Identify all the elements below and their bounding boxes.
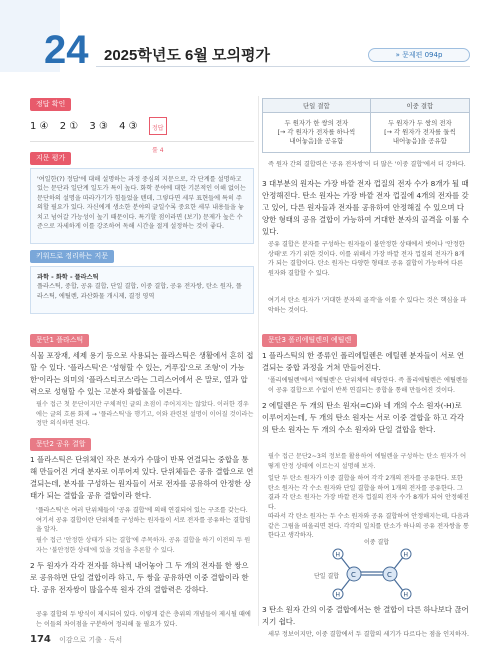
exam-title: 2025학년도 6월 모의평가: [104, 47, 270, 64]
para2-text1: 1 플라스틱은 단위체인 작은 분자가 수많이 반복 연결되는 중합을 통해 만들어진 거대 분자로 이루어져 있다. 단위체들은 공유 결합으로 연결되는데, 분자를 구성하는 원자들이 서로 전자를 공유하여 안정한 상태가 되는 결합을 공유 결합이라 한다.: [30, 455, 254, 500]
para3-note4: 따라서 각 탄소 원자는 두 수소 원자와 공유 결합하여 안정해지는데, 다음과 같은 그림을 떠올리면 된다. 각각의 일치를 탄소가 하나의 공유 전자쌍을 통한다고 생각하자.: [268, 513, 469, 540]
answer-2: 2 ①: [59, 121, 79, 132]
para3-note2: 필수 접근 문단2~3의 정보를 활용하여 에틸렌을 구성하는 탄소 원자가 어떻게 안정 상태에 이르는지 설명해 보자.: [268, 453, 467, 470]
para2-tag: 문단2 공유 결합: [30, 438, 91, 451]
question-number: 24: [44, 28, 89, 72]
hydrogen-atom-2: H: [335, 591, 341, 599]
answer-1: 1 ④: [30, 121, 49, 132]
carbon-atom-1: C: [351, 571, 356, 579]
hydrogen-atom-4: H: [403, 591, 409, 599]
para3-note5: 세부 정보이지만, 이중 결합에서 두 결합의 세기가 다르다는 점을 인지하자.: [268, 631, 469, 638]
keywords-tag: 키워드로 정리하는 지문: [30, 250, 114, 263]
passage-eval-box: [30, 168, 254, 244]
answer-3: 3 ③: [89, 121, 108, 132]
para2-text3: 3 대부분의 원자는 가장 바깥 전자 껍질의 전자 수가 8개가 될 때 안정해진다. 탄소 원자는 가장 바깥 전자 껍질에 4개의 전자를 갖고 있어, 다른 원자들과 전자를 공유하여 안정해질 수 있으며 다양한 형태의 공유 결합이 가능하여 거대한 분자의 골격을 이룰 수 있다.: [262, 179, 469, 236]
keywords-box: [30, 266, 254, 314]
para2-text2: 2 두 원자가 각각 전자를 하나씩 내어놓아 그 두 개의 전자를 한 쌍으로 공유하면 단일 결합이라 하고, 두 쌍을 공유하면 이중 결합이라 한다. 공유 전자쌍이 많을수록 원자 간의 결합력은 강하다.: [30, 561, 249, 594]
para2-note3: 공유 결합의 두 방식이 제시되어 있다. 이렇게 같은 층위의 개념들이 제시될 때에는 이들의 차이점을 구분하여 정리해 둘 필요가 있다.: [36, 611, 251, 628]
double-bond-label: 이중 결합: [364, 539, 390, 546]
ethylene-diagram: [312, 534, 432, 604]
book-title: 이감으로 기출 · 독서: [59, 636, 123, 644]
para3-tag: 문단3 폴리에틸렌의 예틸렌: [262, 334, 357, 347]
para1-text: 식물 포장재, 세제 용기 등으로 사용되는 플라스틱은 생활에서 흔히 접할 수 있다. '플라스틱'은 '성형할 수 있는, 거푸집'으로 조형'이 가능한'이라는 의미의 '플라스티코스'라는 그리스어에서 온 말로, 열과 압력으로 성형할 수 있는 고분자 화합물을 이른다.: [30, 351, 254, 396]
page-number: 174: [30, 634, 51, 645]
table-note: 즉 원자 간의 결합력은 '공유 전자쌍'이 더 많은 '이중 결합'에서 더 강하다.: [268, 161, 466, 168]
para1-note: 필수 접근 첫 문단이지만 구체적인 글의 초점이 주어지지는 않았다. 이러한 경우에는 글의 흐름 화제 → '플라스틱'을 행기고, 이와 관련된 설명이 이어질 것이라는 정만 의식하면 된다.: [36, 401, 254, 428]
answer-tag: 정답 확인: [30, 98, 71, 111]
para2-note2: 필수 접근 '안정한 상태가 되는 결합'에 주목하자. 공유 결합을 하기 이전의 두 원자는 '불안정한 상태'에 있을 것임을 추론할 수 있다.: [36, 537, 251, 554]
table-header-single: 단일 결합: [263, 99, 371, 113]
question-ref-badge[interactable]: » 문제편 094p: [368, 48, 470, 62]
para3-note1: '폴리에틸렌'에서 '에틸렌'은 단위체에 해당한다. 즉 폴리에틸렌은 에틸렌들이 공유 결합으로 수없이 반복 연결되는 중합을 통해 만들어진 것이다.: [268, 377, 468, 394]
passage-eval-text: '여일한(?) 정답'에 대해 설명하는 과정 중심의 지문으로, 각 단계를 설명하고 있는 문단과 일단계 일도가 특이 높다. 화학 분야에 대한 기본적인 이해 없이는 문단하의 설명을 따라가기가 힘들었을 텐데, 그렇다면 세부 표현들에 특히 주의할 필요가 있다. 자신에게 생소한 분야의 글일수록 중요한 세부 내용들을 놓치고 넘어갈 가능성이 높기 때문이다. 특기할 점이라면 (보기) 문제가 높은 수준으로 자세하게 이를 강조하여 독해 시간을 절게 설정하는 것이 좋다.: [37, 176, 246, 231]
para3-note3: 일단 두 탄소 원자가 이중 결합을 하여 각각 2개의 전자를 공유한다. 또한 탄소 원자는 각 수소 원자와 단일 결합을 하여 1개의 전자를 공유한다. 그 결과 각 탄소 원자는 가장 바깥 전자 껍질의 전자 수가 8개가 되어 안정해진다.: [268, 475, 469, 511]
hydrogen-atom-3: H: [403, 551, 409, 559]
keywords-line2: 플라스틱, 중합, 공유 결합, 단일 결합, 이중 결합, 공유 전자쌍, 탄소 원자, 플라스틱, 에틸렌, 과산화물 개시제, 결정 영역: [37, 283, 242, 300]
table-cell-single: 두 원자가 한 쌍의 전자 [→ 각 원자가 전자를 하나씩 내어놓음]을 공유함: [263, 113, 371, 153]
para2-note4: 공유 결합은 분자를 구성하는 원자들이 불안정한 상태에서 벗어나 '안정한 상태'로 가기 위한 것이다. 이를 위해서 가장 바깥 전자 껍질의 전자가 8개가 되는 결합이다. 탄소 원자는 다양한 형태로 공유 결합이 가능하여 다른 원자와 결합할 수 있다.: [268, 241, 465, 277]
header-divider: [96, 66, 470, 67]
page-header: [0, 0, 500, 72]
passage-eval-tag: 지문 평가: [30, 152, 71, 165]
answer-rate-badge: 정답률 4: [149, 117, 167, 135]
para2-note1: '플라스틱'은 여러 단위체들이 '공유 결합'에 의해 연결되어 있는 구조를 갖는다. 여기서 공유 결합이란 단위체를 구성하는 원자들이 서로 전자를 공유하는 결합임을 알자.: [36, 507, 251, 534]
answer-row: [30, 116, 254, 154]
para3-text2: 2 에틸렌은 두 개의 탄소 원자(=C)와 네 개의 수소 원자(-H)로 이루어지는데, 두 개의 탄소 원자는 서로 이중 결합을 하고 각각의 탄소 원자는 두 개의 수소 원자와 단일 결합을 한다.: [262, 401, 464, 434]
answer-4: 4 ③: [119, 121, 138, 132]
hydrogen-atom-1: H: [335, 551, 341, 559]
carbon-atom-2: C: [387, 571, 392, 579]
single-bond-label: 단일 결합: [314, 573, 340, 580]
bond-comparison-table: [262, 98, 470, 153]
page-footer: [30, 634, 122, 645]
table-header-double: 이중 결합: [370, 99, 469, 113]
keywords-line1: 과학 - 화학 - 플라스틱: [37, 274, 99, 281]
para2-note5: 여기서 탄소 원자가 '거대한 분자의 골격'을 이룰 수 있다는 것은 핵심을 파악하는 것이다.: [268, 297, 467, 314]
table-cell-double: 두 원자가 두 쌍의 전자 [→ 각 원자가 전자를 둘씩 내어놓음]을 공유함: [370, 113, 469, 153]
para3-text3: 3 탄소 원자 간의 이중 결합에서는 한 결합이 다른 하나보다 끊어지기 쉽다.: [262, 605, 469, 626]
para3-text1: 1 플라스틱의 한 종류인 폴리에틸렌은 에틸렌 분자들이 서로 연결되는 중합 과정을 거쳐 만들어진다.: [262, 351, 464, 372]
column-divider: [258, 96, 259, 626]
para1-tag: 문단1 플라스틱: [30, 334, 89, 347]
